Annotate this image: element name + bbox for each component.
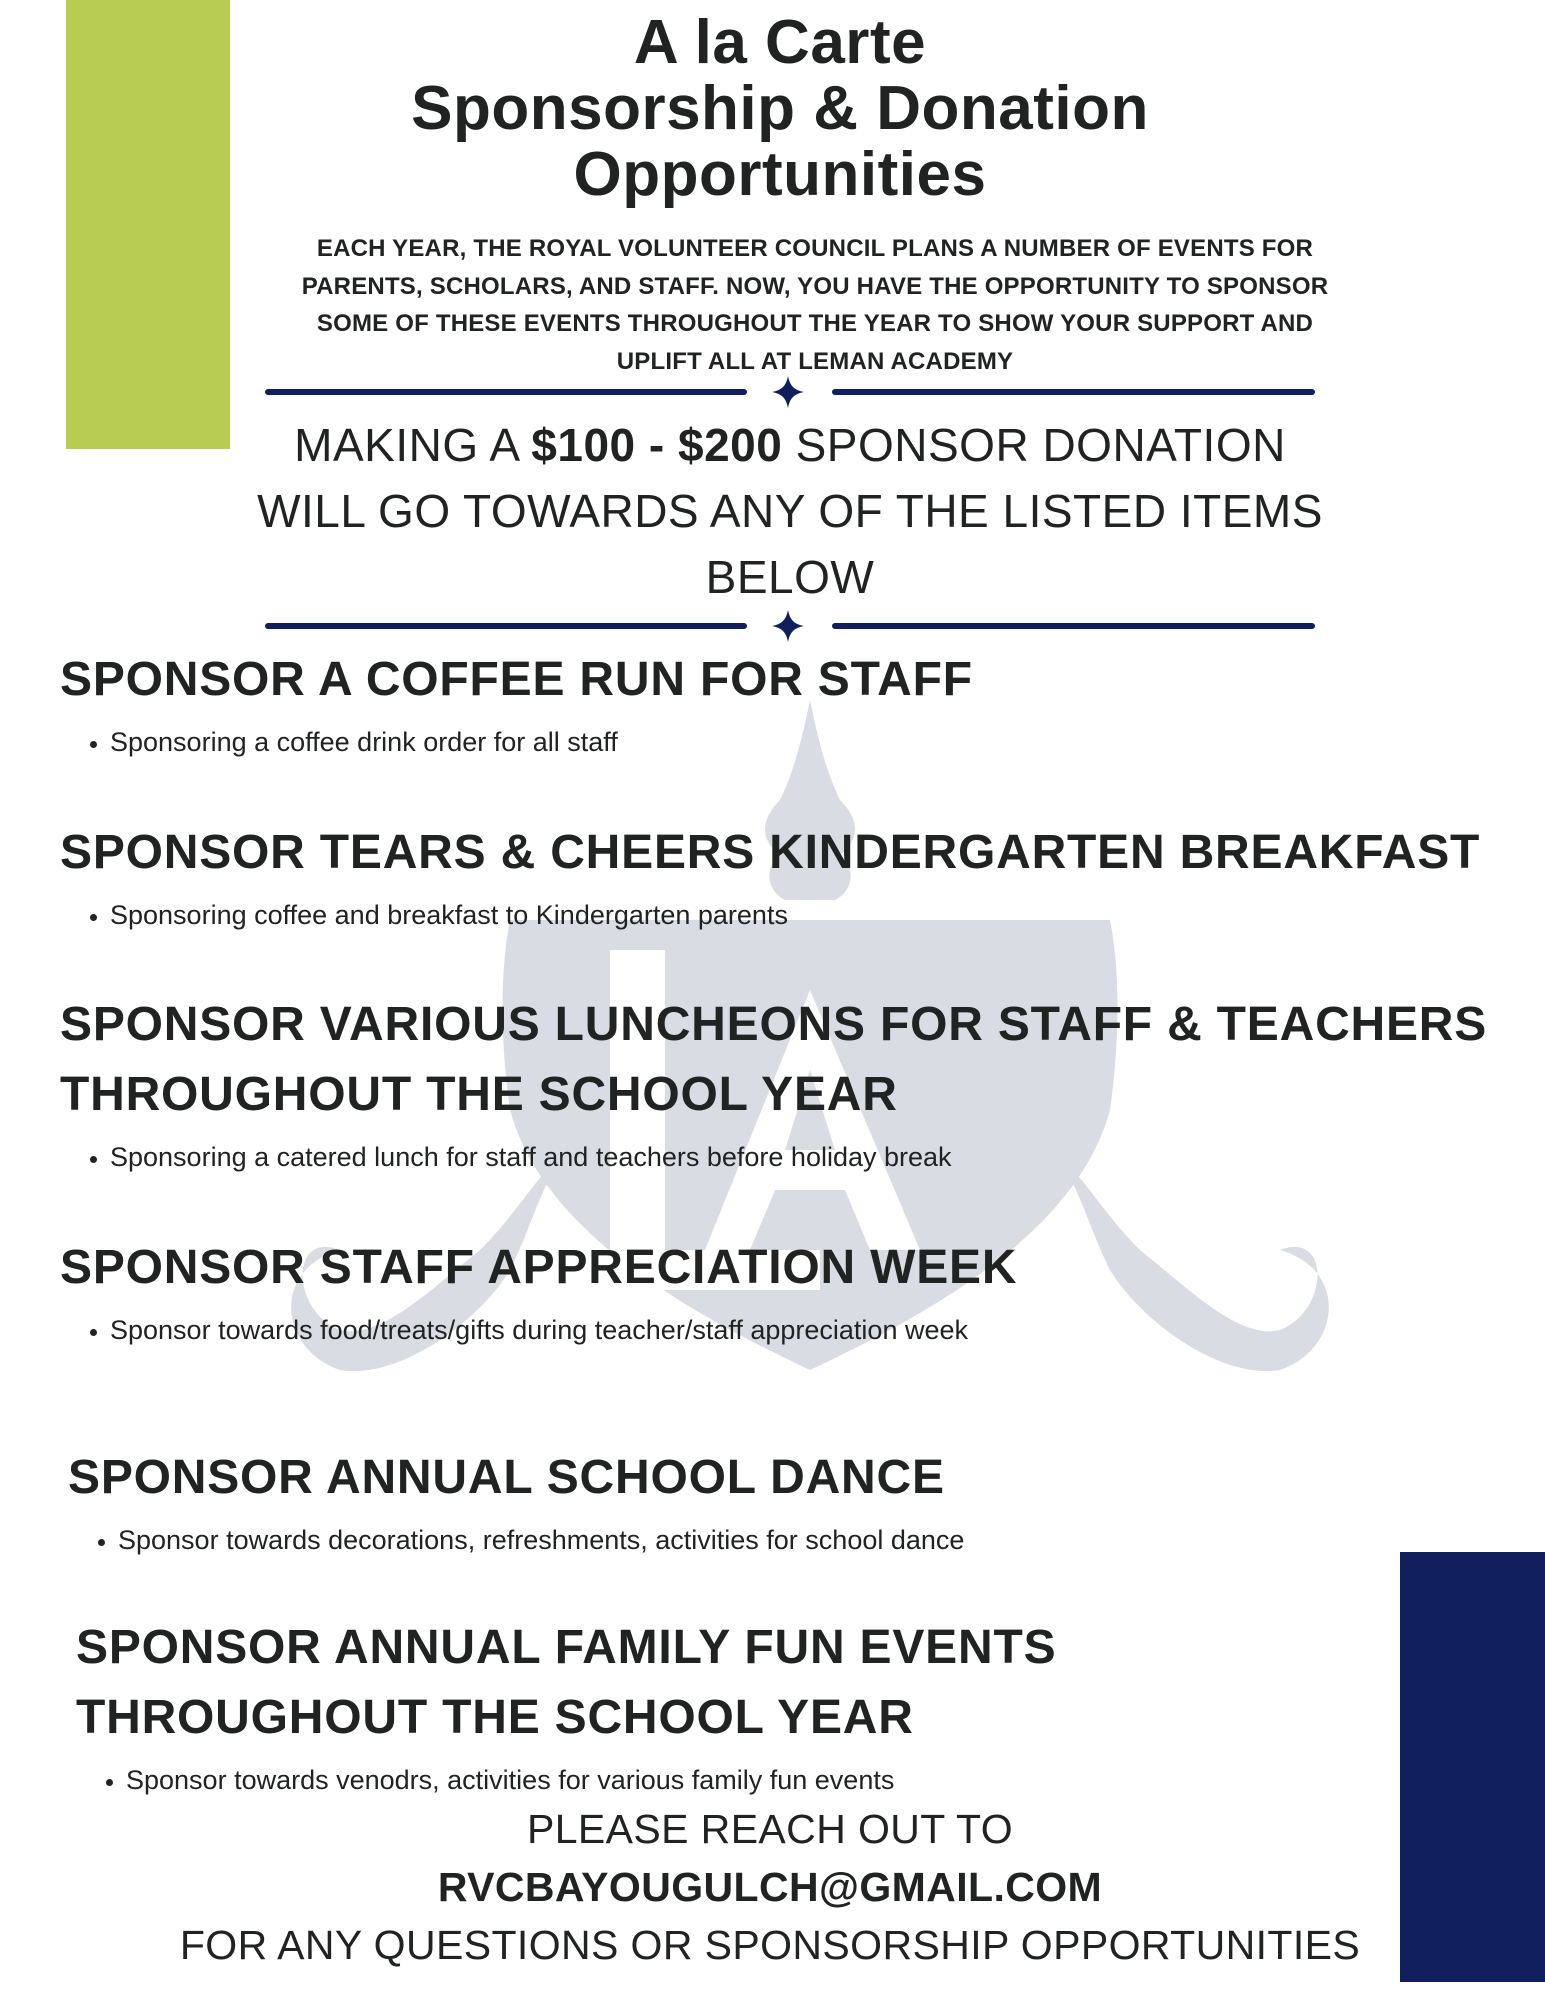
callout-line bbox=[230, 412, 1350, 478]
sponsor-section-family-fun bbox=[76, 1613, 1516, 1799]
list-item: • Sponsoring a catered lunch for staff and teachers before holiday break bbox=[110, 1138, 1500, 1176]
accent-bar-green bbox=[66, 0, 230, 449]
bullet-list bbox=[60, 896, 1500, 934]
section-heading: SPONSOR A COFFEE RUN FOR STAFF bbox=[60, 653, 973, 706]
divider-line bbox=[832, 623, 1315, 629]
intro-line: SOME OF THESE EVENTS THROUGHOUT THE YEAR TO SHOW YOUR SUPPORT AND bbox=[316, 310, 1314, 337]
bullet-list bbox=[68, 1521, 1508, 1559]
contact-line: FOR ANY QUESTIONS OR SPONSORSHIP OPPORTUNITIES bbox=[179, 1922, 1361, 1968]
page-title bbox=[260, 10, 1300, 208]
section-heading: SPONSOR VARIOUS LUNCHEONS FOR STAFF & TEACHERS THROUGHOUT THE SCHOOL YEAR bbox=[60, 998, 1488, 1121]
divider-top bbox=[265, 376, 1315, 406]
donation-amount: $100 - $200 bbox=[531, 419, 783, 471]
list-item: • Sponsor towards decorations, refreshments, activities for school dance bbox=[118, 1521, 1508, 1559]
list-item: • Sponsor towards food/treats/gifts during teacher/staff appreciation week bbox=[110, 1311, 1100, 1349]
donation-callout bbox=[230, 412, 1350, 610]
title-line: Opportunities bbox=[573, 140, 987, 209]
section-heading: SPONSOR TEARS & CHEERS KINDERGARTEN BREAKFAST bbox=[60, 826, 1481, 879]
sponsor-section-kindergarten-breakfast bbox=[60, 818, 1500, 934]
bullet-list bbox=[60, 723, 1500, 761]
section-heading: SPONSOR ANNUAL SCHOOL DANCE bbox=[68, 1451, 945, 1504]
divider-bottom bbox=[265, 610, 1315, 640]
intro-line: EACH YEAR, THE ROYAL VOLUNTEER COUNCIL PLANS A NUMBER OF EVENTS FOR bbox=[316, 235, 1314, 262]
callout-line: WILL GO TOWARDS ANY OF THE LISTED ITEMS bbox=[257, 485, 1323, 537]
list-item: • Sponsoring coffee and breakfast to Kindergarten parents bbox=[110, 896, 1500, 934]
sponsor-section-luncheons bbox=[60, 990, 1500, 1176]
contact-block bbox=[140, 1800, 1400, 1974]
sponsor-section-school-dance bbox=[68, 1443, 1508, 1559]
bullet-list bbox=[60, 1138, 1500, 1176]
sponsor-section-staff-appreciation bbox=[60, 1233, 1100, 1349]
title-line: A la Carte bbox=[633, 8, 927, 77]
bullet-list bbox=[76, 1761, 1516, 1799]
four-point-star-icon bbox=[772, 376, 804, 408]
list-item: • Sponsor towards venodrs, activities for various family fun events bbox=[126, 1761, 1516, 1799]
sponsor-section-coffee-run bbox=[60, 645, 1500, 761]
bullet-list bbox=[60, 1311, 1100, 1349]
contact-line: PLEASE REACH OUT TO bbox=[526, 1806, 1014, 1852]
four-point-star-icon bbox=[772, 610, 804, 642]
divider-line bbox=[265, 623, 747, 629]
contact-email-link[interactable]: RVCBAYOUGULCH@GMAIL.COM bbox=[437, 1864, 1103, 1910]
divider-line bbox=[832, 389, 1315, 395]
section-heading: SPONSOR ANNUAL FAMILY FUN EVENTS THROUGHOUT THE SCHOOL YEAR bbox=[76, 1621, 1057, 1744]
callout-suffix: SPONSOR DONATION bbox=[782, 419, 1286, 471]
intro-line: UPLIFT ALL AT LEMAN ACADEMY bbox=[616, 347, 1014, 375]
callout-prefix: MAKING A bbox=[294, 419, 532, 471]
callout-line: BELOW bbox=[705, 551, 875, 603]
divider-line bbox=[265, 389, 747, 395]
title-line: Sponsorship & Donation bbox=[411, 74, 1149, 143]
intro-line: PARENTS, SCHOLARS, AND STAFF. NOW, YOU HAVE THE OPPORTUNITY TO SPONSOR bbox=[301, 272, 1329, 300]
section-heading: SPONSOR STAFF APPRECIATION WEEK bbox=[60, 1241, 1018, 1294]
list-item: • Sponsoring a coffee drink order for all staff bbox=[110, 723, 1500, 761]
intro-paragraph bbox=[230, 230, 1400, 380]
